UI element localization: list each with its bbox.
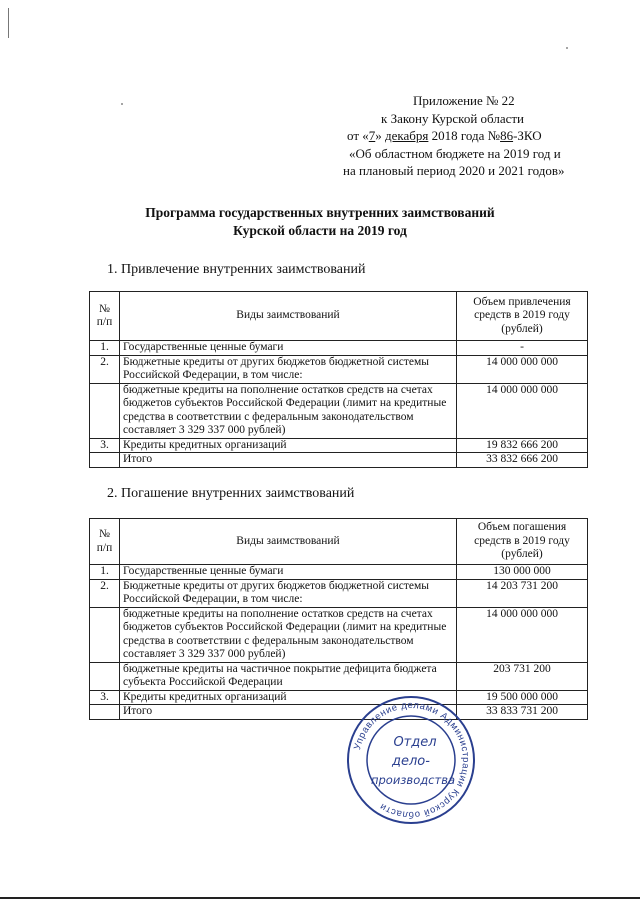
repayment-table xyxy=(89,518,588,720)
section2-heading: 2. Погашение внутренних заимствований xyxy=(107,486,355,501)
row-amount: 33 833 731 200 xyxy=(457,705,588,720)
col-header-num: № п/п xyxy=(90,292,120,341)
row-number: 1. xyxy=(90,565,120,580)
row-number: 2. xyxy=(90,579,120,607)
table-row xyxy=(90,383,588,438)
row-kind: Итого xyxy=(120,453,457,468)
row-number xyxy=(90,383,120,438)
row-amount: 14 000 000 000 xyxy=(457,355,588,383)
col-header-kind: Виды заимствований xyxy=(120,292,457,341)
row-amount: 33 832 666 200 xyxy=(457,453,588,468)
table-row xyxy=(90,705,588,720)
scan-margin-mark xyxy=(8,8,9,38)
row-kind: Итого xyxy=(120,705,457,720)
row-kind: бюджетные кредиты на пополнение остатков средств на счетах бюджетов субъектов Российской Федерации (лимит на кредитные средства в соответствии с федеральным законодательством составляет 3 329 337 000 рублей) xyxy=(120,383,457,438)
row-kind: бюджетные кредиты на пополнение остатков средств на счетах бюджетов субъектов Российской Федерации (лимит на кредитные средства в соответствии с федеральным законодательством составляет 3 329 337 000 рублей) xyxy=(120,607,457,662)
appendix-law-title-1: «Об областном бюджете на 2019 год и xyxy=(349,145,561,161)
table-row xyxy=(90,438,588,453)
row-amount: 14 000 000 000 xyxy=(457,383,588,438)
row-amount: 14 000 000 000 xyxy=(457,607,588,662)
row-number: 3. xyxy=(90,690,120,705)
table-row xyxy=(90,341,588,356)
borrowing-table xyxy=(89,291,588,468)
row-number xyxy=(90,662,120,690)
borrowing-table-body xyxy=(90,341,588,468)
repayment-table-body xyxy=(90,565,588,720)
row-kind: Государственные ценные бумаги xyxy=(120,565,457,580)
stamp-ring-text: Управление делами Администрации Курской области xyxy=(352,699,472,821)
table-row xyxy=(90,453,588,468)
col-header-num: № п/п xyxy=(90,519,120,565)
row-amount: - xyxy=(457,341,588,356)
stamp-center-line-3: производства xyxy=(370,773,456,787)
row-number: 2. xyxy=(90,355,120,383)
row-amount: 14 203 731 200 xyxy=(457,579,588,607)
col-header-kind: Виды заимствований xyxy=(120,519,457,565)
table-row xyxy=(90,690,588,705)
appendix-law-title-2: на плановый период 2020 и 2021 годов» xyxy=(343,163,565,178)
appendix-law-ref: к Закону Курской области xyxy=(381,110,524,126)
appendix-date-line: от «7» декабря 2018 года №86-ЗКО xyxy=(347,128,542,143)
table-row xyxy=(90,579,588,607)
row-amount: 203 731 200 xyxy=(457,662,588,690)
row-kind: Бюджетные кредиты от других бюджетов бюджетной системы Российской Федерации, в том числе: xyxy=(120,579,457,607)
row-kind: Кредиты кредитных организаций xyxy=(120,438,457,453)
appendix-header xyxy=(343,92,608,180)
col-header-amount: Объем погашения средств в 2019 году (рублей) xyxy=(457,519,588,565)
table-row xyxy=(90,607,588,662)
appendix-number: Приложение № 22 xyxy=(413,93,515,108)
document-title-line-1: Программа государственных внутренних заимствований xyxy=(145,205,495,220)
document-title-line-2: Курской области на 2019 год xyxy=(233,223,407,238)
scan-speck xyxy=(121,103,123,105)
row-number xyxy=(90,705,120,720)
row-number: 3. xyxy=(90,438,120,453)
table-row xyxy=(90,565,588,580)
table-row xyxy=(90,355,588,383)
row-kind: Государственные ценные бумаги xyxy=(120,341,457,356)
row-kind: Кредиты кредитных организаций xyxy=(120,690,457,705)
stamp-center-line-1: Отдел xyxy=(393,735,437,750)
row-kind: бюджетные кредиты на частичное покрытие дефицита бюджета субъекта Российской Федерации xyxy=(120,662,457,690)
row-number: 1. xyxy=(90,341,120,356)
scan-speck xyxy=(566,47,568,49)
stamp-center-line-2: дело- xyxy=(392,754,430,769)
row-amount: 19 832 666 200 xyxy=(457,438,588,453)
row-amount: 130 000 000 xyxy=(457,565,588,580)
table-row xyxy=(90,662,588,690)
page-bottom-edge xyxy=(0,897,640,899)
row-number xyxy=(90,607,120,662)
document-title xyxy=(0,204,640,240)
office-stamp xyxy=(345,694,477,826)
row-amount: 19 500 000 000 xyxy=(457,690,588,705)
section1-heading: 1. Привлечение внутренних заимствований xyxy=(107,262,366,277)
row-number xyxy=(90,453,120,468)
col-header-amount: Объем привлечения средств в 2019 году (рублей) xyxy=(457,292,588,341)
row-kind: Бюджетные кредиты от других бюджетов бюджетной системы Российской Федерации, в том числе: xyxy=(120,355,457,383)
